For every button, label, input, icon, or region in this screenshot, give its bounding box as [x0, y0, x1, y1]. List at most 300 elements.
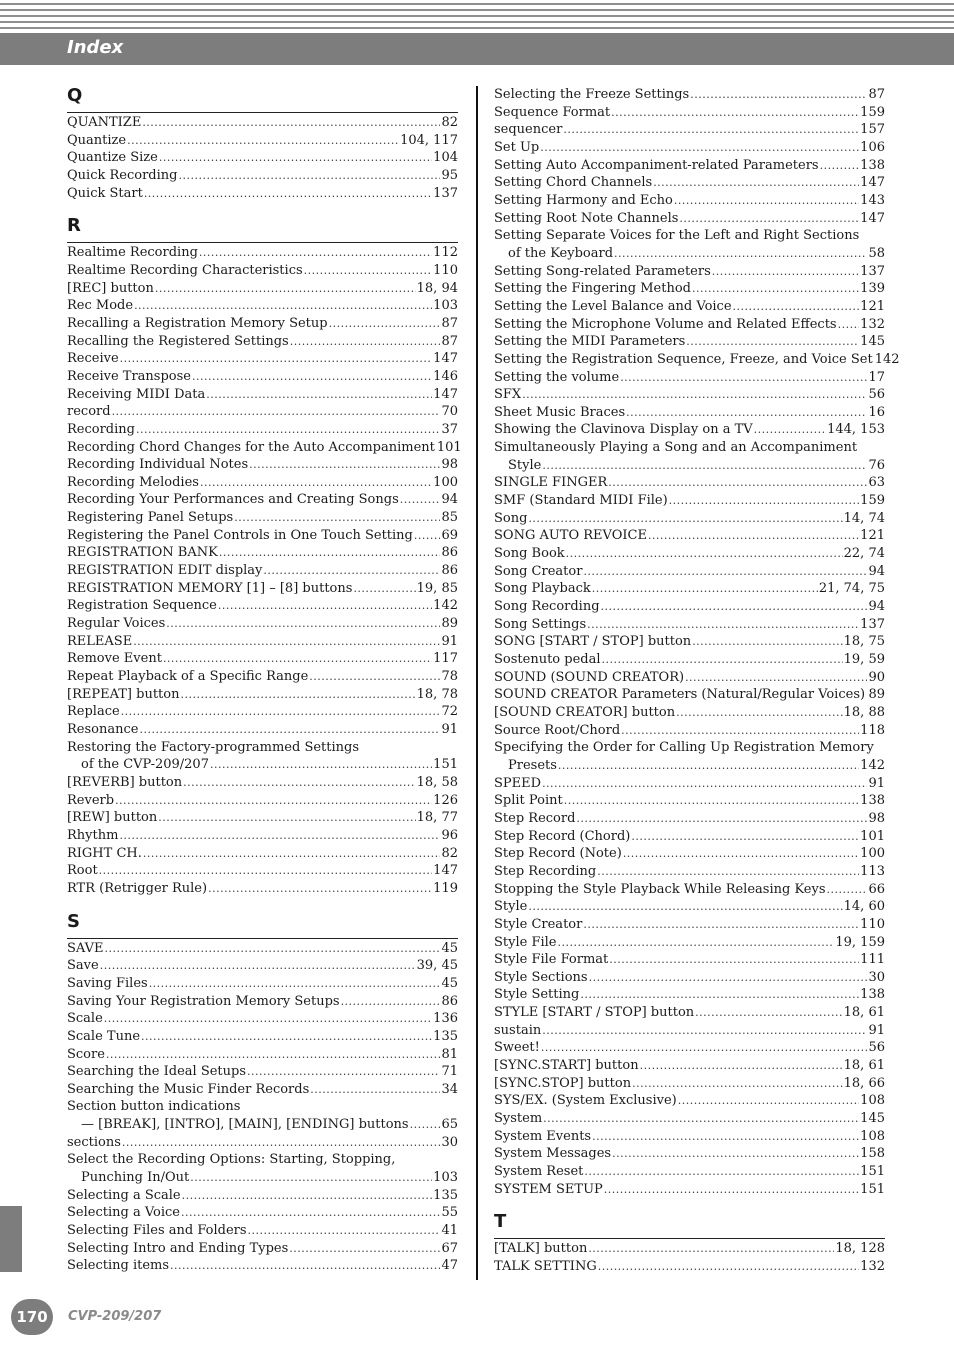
dot-leader: [210, 756, 432, 774]
entry-page: 30: [441, 1134, 458, 1150]
dot-leader: [190, 1169, 432, 1187]
dot-leader: [122, 1134, 441, 1152]
entry-term: SINGLE FINGER: [494, 475, 608, 491]
entry-page: 16: [868, 404, 885, 420]
dot-leader: [620, 369, 867, 387]
entry-term: SONG AUTO REVOICE: [494, 528, 647, 544]
entry-term: Registering Panel Setups: [67, 510, 234, 526]
dot-leader: [676, 704, 843, 722]
index-entry: [494, 1128, 885, 1146]
entry-page: 70: [441, 404, 458, 420]
entry-term: Searching the Music Finder Records: [67, 1081, 310, 1097]
entry-page: 39, 45: [416, 958, 458, 974]
index-entry: [494, 563, 885, 581]
entry-term: Save: [67, 958, 99, 974]
index-entry: Simultaneously Playing a Song and an Accompaniment: [494, 440, 858, 456]
entry-term: SFX: [494, 387, 522, 403]
index-entry: [67, 474, 458, 492]
entry-term: System Messages: [494, 1146, 612, 1162]
dot-leader: [611, 104, 859, 122]
index-entry: [494, 86, 885, 104]
index-entry: [494, 1181, 885, 1199]
index-entry: [67, 880, 458, 898]
entry-term: Setting the Level Balance and Voice: [494, 298, 732, 314]
dot-leader: [674, 192, 859, 210]
entry-page: 98: [441, 457, 458, 473]
index-entry: [67, 403, 458, 421]
index-entry: [67, 386, 458, 404]
entry-term: Setting Root Note Channels: [494, 210, 679, 226]
entry-term: Song Creator: [494, 563, 583, 579]
entry-term: Setting the Fingering Method: [494, 281, 691, 297]
dot-leader: [543, 1110, 859, 1128]
entry-term: Selecting items: [67, 1258, 170, 1274]
index-entry: [67, 1169, 458, 1187]
index-entry: [67, 703, 458, 721]
entry-term: RTR (Retrigger Rule): [67, 880, 208, 896]
index-entry: [494, 1110, 885, 1128]
entry-page: 47: [441, 1258, 458, 1274]
dot-leader: [541, 1039, 868, 1057]
dot-leader: [598, 1258, 859, 1276]
entry-term: Receiving MIDI Data: [67, 386, 206, 402]
entry-term: — [BREAK], [INTRO], [MAIN], [ENDING] buttons: [81, 1117, 409, 1133]
entry-term: Song Settings: [494, 616, 587, 632]
dot-leader: [528, 898, 842, 916]
dot-leader: [263, 562, 440, 580]
entry-term: Rhythm: [67, 827, 119, 843]
entry-term: Resonance: [67, 722, 139, 737]
index-entry: Section button indications: [67, 1099, 241, 1115]
index-entry: [67, 650, 458, 668]
entry-page: 81: [441, 1046, 458, 1062]
dot-leader: [542, 1022, 867, 1040]
dot-leader: [648, 527, 859, 545]
dot-leader: [686, 333, 859, 351]
index-entry: [494, 298, 885, 316]
index-entry: [67, 509, 458, 527]
entry-term: [SOUND CREATOR] button: [494, 704, 676, 720]
dot-leader: [99, 862, 433, 880]
dot-leader: [200, 474, 432, 492]
index-entry: [494, 881, 885, 899]
index-entry: [67, 975, 458, 993]
index-entry: [494, 210, 885, 228]
dot-leader: [580, 986, 859, 1004]
entry-page: 143: [860, 192, 885, 208]
dot-leader: [219, 544, 441, 562]
entry-term: System Events: [494, 1128, 592, 1144]
index-entry: [67, 993, 458, 1011]
dot-leader: [564, 792, 859, 810]
dot-leader: [583, 563, 867, 581]
dot-leader: [558, 757, 859, 775]
entry-page: 145: [860, 1111, 885, 1127]
index-entry: [67, 1116, 458, 1134]
dot-leader: [106, 1046, 441, 1064]
entry-page: 137: [860, 263, 885, 279]
entry-term: [REW] button: [67, 810, 158, 826]
entry-page: 110: [433, 262, 458, 278]
entry-term: Quick Start: [67, 185, 143, 201]
entry-page: 132: [860, 1259, 885, 1274]
index-entry: [67, 1028, 458, 1046]
entry-page: 121: [860, 528, 885, 544]
dot-leader: [621, 722, 859, 740]
dot-leader: [180, 686, 415, 704]
entry-term: Punching In/Out: [81, 1170, 190, 1186]
entry-term: SAVE: [67, 940, 104, 956]
index-entry: [494, 580, 885, 598]
index-entry: [67, 827, 458, 845]
entry-term: Searching the Ideal Setups: [67, 1064, 247, 1080]
index-entry: [67, 633, 458, 651]
entry-term: Setting Chord Channels: [494, 175, 653, 191]
entry-page: 135: [433, 1187, 458, 1203]
entry-page: 89: [441, 616, 458, 632]
index-entry: [67, 185, 458, 203]
index-entry: Select the Recording Options: Starting, Stopping,: [67, 1152, 396, 1168]
dot-leader: [540, 139, 859, 157]
entry-term: Regular Voices: [67, 616, 166, 632]
index-entry: [67, 297, 458, 315]
dot-leader: [100, 957, 416, 975]
entry-page: 41: [441, 1223, 458, 1239]
dot-leader: [589, 969, 868, 987]
index-entry: [67, 421, 458, 439]
dot-leader: [310, 1081, 440, 1099]
entry-page: 103: [433, 298, 458, 314]
dot-leader: [141, 1028, 432, 1046]
entry-term: [REVERB] button: [67, 774, 183, 790]
entry-page: 110: [860, 916, 885, 932]
entry-term: Saving Files: [67, 975, 148, 991]
section-letter: T: [494, 1211, 507, 1233]
section-rule: [494, 1238, 885, 1239]
entry-page: 91: [868, 775, 885, 791]
dot-leader: [159, 149, 432, 167]
dot-leader: [626, 404, 867, 422]
entry-page: 104, 117: [400, 132, 458, 148]
entry-term: Split Point: [494, 793, 563, 809]
entry-term: Style Setting: [494, 987, 580, 1003]
dot-leader: [208, 880, 432, 898]
entry-page: 18, 128: [835, 1241, 885, 1257]
dot-leader: [679, 210, 859, 228]
entry-page: 63: [868, 475, 885, 491]
entry-page: 112: [433, 245, 458, 261]
entry-term: Recalling a Registration Memory Setup: [67, 315, 328, 331]
entry-term: sequencer: [494, 122, 563, 138]
entry-term: Receive: [67, 351, 119, 367]
dot-leader: [155, 280, 416, 298]
dot-leader: [121, 703, 441, 721]
entry-page: 18, 77: [416, 810, 458, 826]
entry-page: 87: [441, 315, 458, 331]
index-entry: [494, 722, 885, 740]
index-entry: [494, 421, 885, 439]
index-entry: [494, 245, 885, 263]
section-rule: [67, 242, 458, 243]
dot-leader: [640, 1057, 843, 1075]
entry-term: Quick Recording: [67, 167, 178, 183]
entry-page: 138: [860, 793, 885, 809]
entry-term: Style Creator: [494, 916, 583, 932]
dot-leader: [142, 114, 440, 132]
entry-term: Song: [494, 510, 528, 526]
dot-leader: [692, 280, 859, 298]
index-entry: [494, 545, 885, 563]
entry-term: Recording Individual Notes: [67, 457, 249, 473]
entry-page: 17: [868, 369, 885, 385]
index-entry: [67, 114, 458, 132]
dot-leader: [609, 951, 859, 969]
entry-term: Setting Auto Accompaniment-related Parameters: [494, 157, 819, 173]
index-entry: [67, 845, 458, 863]
index-entry: [67, 132, 458, 150]
index-entry: [494, 810, 885, 828]
index-entry: [494, 527, 885, 545]
entry-page: 87: [441, 333, 458, 349]
dot-leader: [692, 633, 842, 651]
dot-leader: [136, 421, 440, 439]
dot-leader: [584, 1163, 859, 1181]
entry-page: 91: [441, 722, 458, 737]
entry-page: 126: [433, 792, 458, 808]
entry-term: Replace: [67, 704, 120, 720]
entry-term: Root: [67, 863, 98, 879]
index-entry: [67, 491, 458, 509]
dot-leader: [144, 185, 432, 203]
entry-page: 145: [860, 334, 885, 350]
dot-leader: [827, 881, 868, 899]
entry-term: Sheet Music Braces: [494, 404, 626, 420]
entry-term: Song Playback: [494, 581, 591, 597]
entry-term: Step Record: [494, 810, 576, 826]
entry-page: 86: [441, 993, 458, 1009]
entry-term: [REC] button: [67, 280, 154, 296]
index-entry: [494, 863, 885, 881]
entry-term: Scale Tune: [67, 1028, 141, 1044]
dot-leader: [678, 1092, 859, 1110]
index-entry: [67, 1081, 458, 1099]
entry-term: Step Record (Note): [494, 846, 622, 862]
index-entry: [494, 898, 885, 916]
entry-term: REGISTRATION MEMORY [1] – [8] buttons: [67, 580, 353, 596]
dot-leader: [149, 975, 441, 993]
entry-page: 19, 59: [843, 652, 885, 667]
dot-leader: [289, 1240, 440, 1258]
page-title: Index: [67, 37, 124, 58]
header-bar: [0, 33, 954, 65]
entry-term: Selecting Intro and Ending Types: [67, 1240, 289, 1256]
entry-term: System: [494, 1111, 543, 1127]
index-entry: [494, 951, 885, 969]
entry-term: Sequence Format: [494, 104, 611, 120]
entry-term: Saving Your Registration Memory Setups: [67, 993, 340, 1009]
index-entry: [494, 598, 885, 616]
index-entry: [494, 845, 885, 863]
entry-page: 18, 75: [843, 634, 885, 650]
index-entry: [494, 280, 885, 298]
entry-page: 147: [433, 386, 458, 402]
index-entry: [67, 756, 458, 774]
index-entry: [494, 1163, 885, 1181]
index-entry: [67, 368, 458, 386]
entry-page: 100: [860, 846, 885, 862]
dot-leader: [566, 545, 843, 563]
index-entry: [494, 1004, 885, 1022]
dot-leader: [583, 916, 859, 934]
index-column-left: [67, 85, 462, 1275]
entry-page: 118: [860, 722, 885, 738]
entry-page: 151: [860, 1181, 885, 1197]
index-entry: [67, 615, 458, 633]
dot-leader: [158, 809, 415, 827]
dot-leader: [166, 615, 440, 633]
entry-term: Showing the Clavinova Display on a TV: [494, 422, 753, 438]
dot-leader: [576, 810, 867, 828]
entry-term: Style File Format: [494, 952, 609, 968]
index-entry: [494, 1039, 885, 1057]
dot-leader: [587, 616, 859, 634]
dot-leader: [632, 1075, 843, 1093]
entry-page: 85: [441, 510, 458, 526]
dot-leader: [139, 721, 440, 739]
section-rule: [67, 112, 458, 113]
index-entry: [67, 1204, 458, 1222]
dot-leader: [733, 298, 860, 316]
entry-page: 18, 78: [416, 686, 458, 702]
dot-leader: [522, 386, 867, 404]
index-entry: [494, 686, 885, 704]
entry-term: Recording: [67, 421, 135, 437]
index-entry: [494, 174, 885, 192]
entry-term: Setting the Registration Sequence, Freeze, and Voice Set: [494, 351, 873, 367]
entry-term: [TALK] button: [494, 1241, 588, 1257]
dot-leader: [400, 491, 441, 509]
dot-leader: [653, 174, 859, 192]
index-entry: [67, 149, 458, 167]
dot-leader: [192, 368, 432, 386]
entry-page: 56: [868, 387, 885, 403]
entry-page: 78: [441, 669, 458, 685]
entry-term: Setting Song-related Parameters: [494, 263, 711, 279]
entry-page: 146: [433, 368, 458, 384]
entry-term: Presets: [508, 757, 557, 773]
entry-page: 106: [860, 139, 885, 155]
entry-page: 132: [860, 316, 885, 332]
index-entry: [67, 1240, 458, 1258]
index-entry: [494, 934, 885, 952]
entry-term: Registration Sequence: [67, 598, 217, 614]
entry-term: Step Record (Chord): [494, 828, 631, 844]
section-letter: R: [67, 215, 81, 237]
dot-leader: [290, 333, 441, 351]
index-entry: [67, 456, 458, 474]
entry-page: 21, 74, 75: [818, 581, 885, 597]
entry-page: 87: [868, 87, 885, 102]
index-entry: [67, 527, 458, 545]
dot-leader: [588, 1240, 834, 1258]
entry-page: 76: [868, 457, 885, 473]
entry-page: 82: [441, 115, 458, 130]
entry-term: SOUND CREATOR Parameters (Natural/Regular Voices): [494, 687, 866, 703]
entry-page: 19, 159: [835, 934, 885, 950]
entry-term: Style: [508, 457, 542, 473]
entry-term: Quantize: [67, 132, 127, 148]
index-entry: [67, 280, 458, 298]
entry-term: Set Up: [494, 139, 540, 155]
index-entry: [494, 1092, 885, 1110]
index-entry: [494, 757, 885, 775]
index-entry: [494, 333, 885, 351]
entry-page: 45: [441, 940, 458, 956]
entry-page: 18, 94: [416, 280, 458, 296]
page-number: 170: [11, 1299, 53, 1335]
index-entry: [67, 1257, 458, 1275]
entry-page: 37: [441, 421, 458, 437]
entry-page: 137: [433, 185, 458, 201]
index-entry: [494, 351, 900, 369]
entry-page: 104: [433, 150, 458, 166]
index-entry: [494, 1258, 885, 1276]
dot-leader: [181, 1204, 440, 1222]
index-entry: [67, 315, 458, 333]
entry-page: 139: [860, 281, 885, 297]
index-entry: [494, 474, 885, 492]
index-entry: [494, 1022, 885, 1040]
dot-leader: [163, 650, 432, 668]
entry-page: 91: [868, 1022, 885, 1038]
entry-term: Style Sections: [494, 969, 588, 985]
entry-term: Selecting Files and Folders: [67, 1223, 247, 1239]
entry-page: 82: [441, 845, 458, 861]
dot-leader: [247, 1063, 440, 1081]
entry-page: 151: [433, 757, 458, 773]
index-entry: [494, 633, 885, 651]
entry-page: 94: [441, 492, 458, 508]
dot-leader: [134, 297, 432, 315]
entry-page: 101: [860, 828, 885, 844]
index-entry: [494, 386, 885, 404]
dot-leader: [602, 651, 843, 669]
dot-leader: [614, 245, 867, 263]
index-entry: [67, 350, 458, 368]
index-entry: Specifying the Order for Calling Up Registration Memory: [494, 740, 874, 756]
section-gap: [67, 202, 458, 216]
index-entry: [67, 1134, 458, 1152]
entry-page: 22, 74: [843, 546, 885, 562]
entry-page: 94: [868, 599, 885, 615]
dot-leader: [218, 597, 432, 615]
entry-term: [SYNC.START] button: [494, 1058, 639, 1074]
index-entry: [67, 668, 458, 686]
entry-term: Receive Transpose: [67, 368, 191, 384]
entry-page: 137: [860, 616, 885, 632]
index-entry: [494, 510, 885, 528]
entry-page: 101: [436, 439, 462, 455]
header-stripes: [0, 0, 954, 32]
dot-leader: [601, 598, 868, 616]
index-entry: [494, 651, 885, 669]
entry-page: 159: [860, 104, 885, 120]
index-entry: [494, 316, 885, 334]
entry-page: 45: [441, 975, 458, 991]
dot-leader: [866, 686, 867, 704]
column-divider: [476, 86, 478, 1280]
entry-term: Song Book: [494, 546, 565, 562]
